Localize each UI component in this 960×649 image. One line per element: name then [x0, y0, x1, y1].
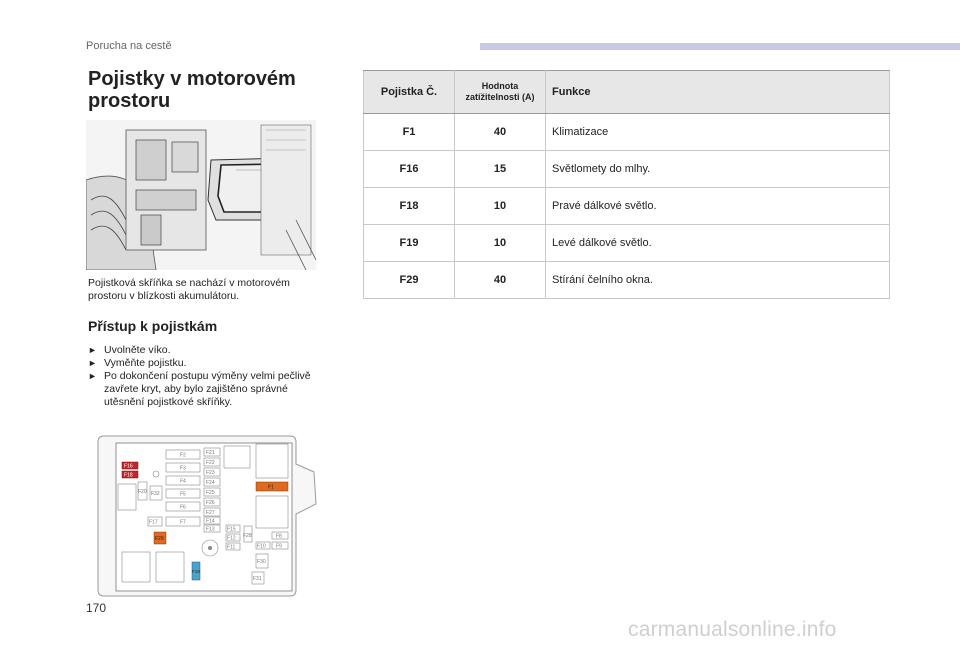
fuse-label: F19: [192, 569, 200, 574]
fuse-label: F23: [206, 470, 215, 476]
fuse-function: Stírání čelního okna.: [546, 262, 890, 299]
header-amperage: Hodnota zatížitelnosti (A): [455, 71, 546, 114]
step-item: [88, 357, 328, 370]
fuse-label: F9: [276, 543, 282, 550]
table-row: [364, 114, 890, 151]
fuse-amperage: 10: [455, 225, 546, 262]
fuse-label: F10: [257, 543, 266, 550]
header-bar: [480, 43, 960, 50]
fuse-box-diagram: [86, 434, 322, 598]
fuse-number: F1: [364, 114, 455, 151]
fuse-label: F5: [180, 491, 186, 498]
fuse-label: F11: [227, 544, 236, 551]
fuse-label: F2: [180, 452, 186, 459]
page-title: Pojistky v motorovém prostoru: [88, 68, 296, 112]
page-number: 170: [86, 601, 107, 615]
step-item: [88, 344, 328, 357]
fuse-label: F6: [180, 504, 186, 511]
fuse-function: Levé dálkové světlo.: [546, 225, 890, 262]
fuse-label: F4: [180, 478, 186, 485]
photo-caption: Pojistková skříňka se nachází v motorovém prostoru v blízkosti akumulátoru.: [88, 277, 290, 302]
fuse-label: F17: [149, 519, 158, 526]
arrow-bullet-icon: ►: [88, 345, 97, 355]
fuse-label: F26: [206, 500, 215, 506]
fuse-amperage: 15: [455, 151, 546, 188]
fuse-label: F20: [138, 489, 147, 495]
fuse-number: F29: [364, 262, 455, 299]
fuse-label: F24: [206, 480, 215, 486]
fuse-label: F31: [253, 576, 262, 582]
fuse-label: F14: [206, 518, 215, 525]
table-row: [364, 151, 890, 188]
fuse-function: Pravé dálkové světlo.: [546, 188, 890, 225]
fuse-label: F32: [151, 491, 160, 497]
steps-list: [88, 344, 328, 409]
fuse-amperage: 40: [455, 114, 546, 151]
fuse-label: F1: [268, 484, 274, 491]
fuse-label: F21: [206, 450, 215, 456]
fuse-amperage: 40: [455, 262, 546, 299]
fuse-label: F22: [206, 460, 215, 466]
fuse-function: Světlomety do mlhy.: [546, 151, 890, 188]
table-row: [364, 188, 890, 225]
fuse-label: F13: [206, 526, 215, 533]
section-header: Porucha na cestě: [86, 40, 172, 52]
section-subtitle: Přístup k pojistkám: [88, 318, 218, 334]
step-item: [88, 370, 328, 409]
arrow-bullet-icon: ►: [88, 358, 97, 368]
step-text: Uvolněte víko.: [104, 344, 171, 356]
fuse-function: Klimatizace: [546, 114, 890, 151]
fuse-label: F3: [180, 465, 186, 472]
fuse-label: F15: [227, 526, 236, 533]
table-row: [364, 262, 890, 299]
fuse-label: F25: [206, 490, 215, 496]
table-row: [364, 225, 890, 262]
fuse-label: F12: [227, 535, 236, 542]
fuse-label: F18: [124, 472, 133, 479]
fuse-number: F18: [364, 188, 455, 225]
table-header-row: [364, 71, 890, 114]
watermark: carmanualsonline.info: [628, 618, 837, 641]
fuse-label: F28: [243, 533, 252, 539]
fuse-amperage: 10: [455, 188, 546, 225]
fuse-table: [363, 70, 890, 299]
fuse-label: F16: [124, 463, 133, 470]
fuse-label: F8: [276, 533, 282, 540]
header-fuse-number: Pojistka Č.: [364, 71, 455, 114]
arrow-bullet-icon: ►: [88, 371, 97, 381]
fuse-label: F27: [206, 510, 215, 516]
fuse-label: F29: [155, 536, 164, 542]
fuse-number: F19: [364, 225, 455, 262]
fuse-label: F7: [180, 519, 186, 526]
engine-compartment-photo: [86, 120, 316, 270]
step-text: Po dokončení postupu výměny velmi pečlivě zavřete kryt, aby bylo zajištěno správné utěsnění pojistkové skříňky.: [104, 370, 311, 408]
header-function: Funkce: [546, 71, 890, 114]
fuse-label: F30: [257, 559, 266, 565]
step-text: Vyměňte pojistku.: [104, 357, 187, 369]
fuse-number: F16: [364, 151, 455, 188]
